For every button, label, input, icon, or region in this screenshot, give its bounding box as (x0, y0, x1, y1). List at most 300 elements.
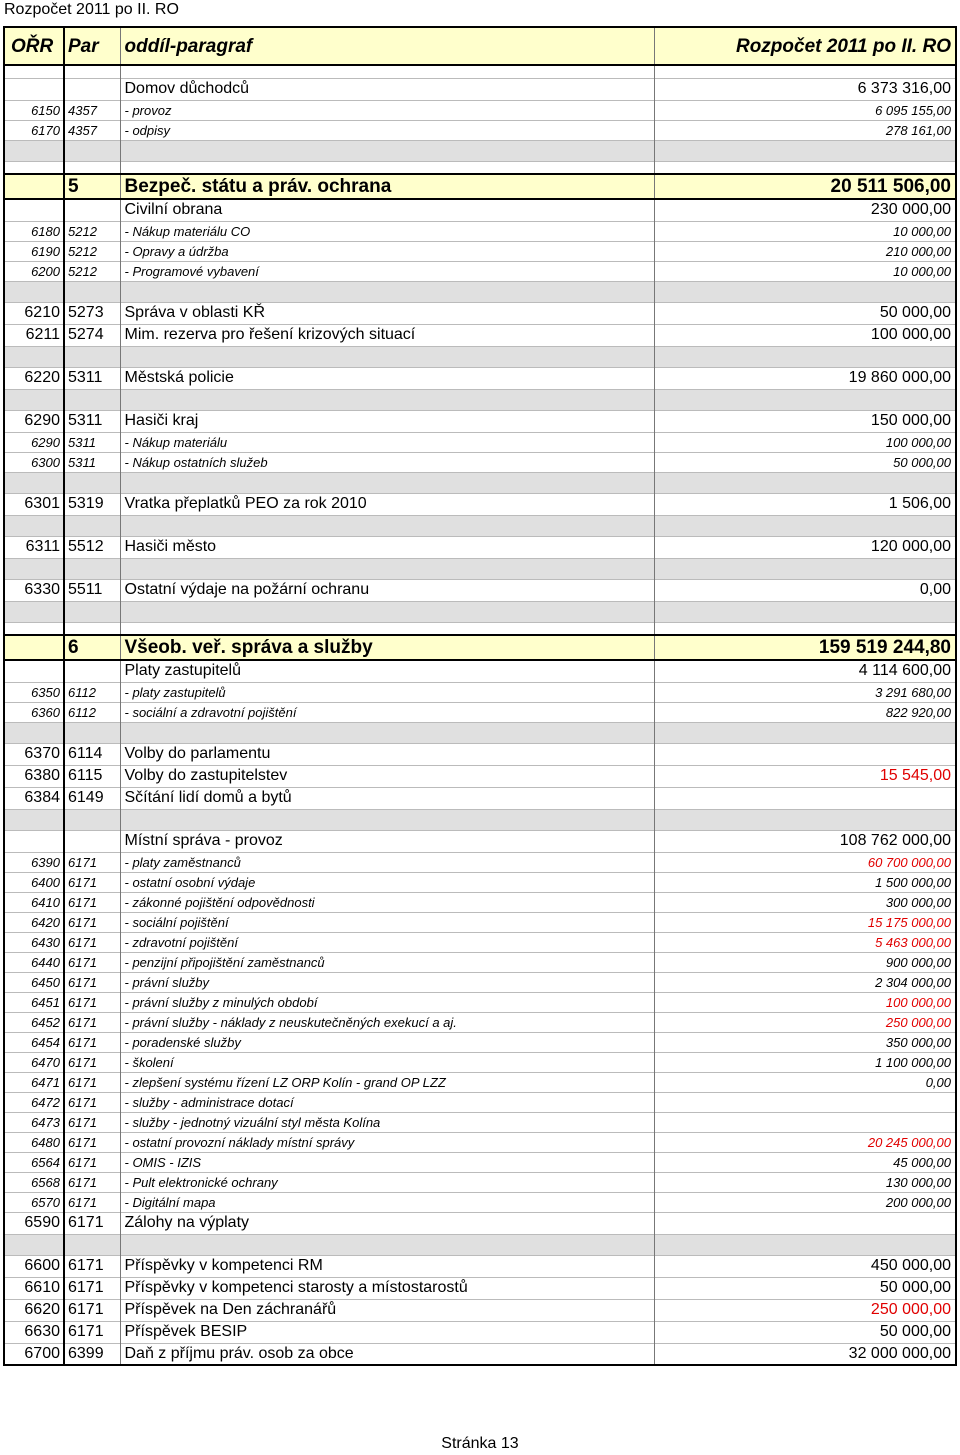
amount-cell: 278 161,00 (654, 120, 956, 140)
par-cell: 6115 (64, 765, 120, 787)
amount-cell: 108 762 000,00 (654, 830, 956, 852)
amount-cell: 10 000,00 (654, 221, 956, 241)
table-row (4, 1299, 956, 1321)
label-cell: - služby - administrace dotací (120, 1092, 654, 1112)
label-cell: - Nákup materiálu (120, 432, 654, 452)
document-title: Rozpočet 2011 po II. RO (4, 1, 179, 18)
par-cell: 5311 (64, 410, 120, 432)
spacer-row (4, 515, 956, 536)
amount-cell: 230 000,00 (654, 199, 956, 221)
par-cell: 6171 (64, 1112, 120, 1132)
orr-cell: 6220 (4, 367, 64, 389)
par-cell: 6171 (64, 1152, 120, 1172)
orr-cell (4, 174, 64, 199)
table-row (4, 261, 956, 281)
spacer-row (4, 622, 956, 635)
amount-cell: 1 100 000,00 (654, 1052, 956, 1072)
label-cell: - služby - jednotný vizuální styl města Kolína (120, 1112, 654, 1132)
label-cell (120, 809, 654, 830)
amount-cell (654, 161, 956, 174)
orr-cell: 6450 (4, 972, 64, 992)
spacer-row (4, 809, 956, 830)
table-row (4, 952, 956, 972)
orr-cell: 6170 (4, 120, 64, 140)
amount-cell: 20 511 506,00 (654, 174, 956, 199)
amount-cell: 32 000 000,00 (654, 1343, 956, 1365)
label-cell: - zdravotní pojištění (120, 932, 654, 952)
amount-cell (654, 1092, 956, 1112)
orr-cell (4, 601, 64, 622)
par-cell (64, 281, 120, 302)
orr-cell: 6210 (4, 302, 64, 324)
amount-cell (654, 515, 956, 536)
label-cell: Městská policie (120, 367, 654, 389)
amount-cell: 50 000,00 (654, 1321, 956, 1343)
header-orr: OŘR (4, 27, 64, 65)
amount-cell (654, 281, 956, 302)
table-row (4, 1152, 956, 1172)
table-row (4, 1321, 956, 1343)
par-cell: 6171 (64, 1192, 120, 1212)
amount-cell: 350 000,00 (654, 1032, 956, 1052)
table-row (4, 912, 956, 932)
label-cell: - zlepšení systému řízení LZ ORP Kolín - grand OP LZZ (120, 1072, 654, 1092)
par-cell: 6171 (64, 1299, 120, 1321)
table-row (4, 78, 956, 100)
amount-cell: 300 000,00 (654, 892, 956, 912)
label-cell: - OMIS - IZIS (120, 1152, 654, 1172)
orr-cell: 6471 (4, 1072, 64, 1092)
par-cell (64, 830, 120, 852)
amount-cell: 100 000,00 (654, 992, 956, 1012)
amount-cell: 6 373 316,00 (654, 78, 956, 100)
orr-cell (4, 830, 64, 852)
table-row (4, 765, 956, 787)
amount-cell (654, 1234, 956, 1255)
orr-cell (4, 1234, 64, 1255)
par-cell: 5311 (64, 367, 120, 389)
label-cell: - Pult elektronické ochrany (120, 1172, 654, 1192)
orr-cell: 6410 (4, 892, 64, 912)
label-cell: - ostatní osobní výdaje (120, 872, 654, 892)
label-cell (120, 472, 654, 493)
par-cell: 6112 (64, 682, 120, 702)
par-cell: 5212 (64, 241, 120, 261)
label-cell (120, 515, 654, 536)
par-cell: 6171 (64, 1321, 120, 1343)
amount-cell: 250 000,00 (654, 1299, 956, 1321)
label-cell: Daň z příjmu práv. osob za obce (120, 1343, 654, 1365)
orr-cell: 6700 (4, 1343, 64, 1365)
orr-cell: 6630 (4, 1321, 64, 1343)
amount-cell: 4 114 600,00 (654, 660, 956, 682)
table-row (4, 1343, 956, 1365)
label-cell: Sčítání lidí domů a bytů (120, 787, 654, 809)
par-cell: 5274 (64, 324, 120, 346)
orr-cell: 6290 (4, 432, 64, 452)
label-cell: Hasiči kraj (120, 410, 654, 432)
amount-cell: 60 700 000,00 (654, 852, 956, 872)
label-cell: Domov důchodců (120, 78, 654, 100)
label-cell: - Programové vybavení (120, 261, 654, 281)
par-cell (64, 346, 120, 367)
orr-cell: 6211 (4, 324, 64, 346)
orr-cell (4, 515, 64, 536)
amount-cell: 6 095 155,00 (654, 100, 956, 120)
orr-cell: 6600 (4, 1255, 64, 1277)
spacer-row (4, 140, 956, 161)
amount-cell: 10 000,00 (654, 261, 956, 281)
table-row (4, 493, 956, 515)
label-cell: Ostatní výdaje na požární ochranu (120, 579, 654, 601)
label-cell (120, 161, 654, 174)
table-row (4, 1012, 956, 1032)
par-cell: 6171 (64, 1212, 120, 1234)
table-row (4, 536, 956, 558)
label-cell (120, 140, 654, 161)
label-cell: Platy zastupitelů (120, 660, 654, 682)
label-cell: - Digitální mapa (120, 1192, 654, 1212)
table-row (4, 221, 956, 241)
par-cell: 6171 (64, 1255, 120, 1277)
table-row (4, 100, 956, 120)
spacer-row (4, 472, 956, 493)
amount-cell: 900 000,00 (654, 952, 956, 972)
orr-cell: 6370 (4, 743, 64, 765)
orr-cell (4, 558, 64, 579)
orr-cell: 6430 (4, 932, 64, 952)
header-section: oddíl-paragraf (120, 27, 654, 65)
orr-cell (4, 809, 64, 830)
amount-cell: 1 500 000,00 (654, 872, 956, 892)
par-cell: 6171 (64, 1052, 120, 1072)
table-row (4, 199, 956, 221)
table-row (4, 1277, 956, 1299)
orr-cell: 6380 (4, 765, 64, 787)
orr-cell: 6420 (4, 912, 64, 932)
par-cell: 6171 (64, 1072, 120, 1092)
amount-cell (654, 140, 956, 161)
label-cell: - školení (120, 1052, 654, 1072)
orr-cell: 6330 (4, 579, 64, 601)
label-cell (120, 601, 654, 622)
par-cell: 5311 (64, 452, 120, 472)
orr-cell: 6472 (4, 1092, 64, 1112)
label-cell: - sociální a zdravotní pojištění (120, 702, 654, 722)
label-cell: - platy zastupitelů (120, 682, 654, 702)
label-cell: - právní služby z minulých období (120, 992, 654, 1012)
table-row (4, 932, 956, 952)
spacer-row (4, 1234, 956, 1255)
amount-cell (654, 346, 956, 367)
amount-cell: 50 000,00 (654, 452, 956, 472)
label-cell: - provoz (120, 100, 654, 120)
amount-cell: 100 000,00 (654, 432, 956, 452)
orr-cell (4, 140, 64, 161)
label-cell (120, 622, 654, 635)
label-cell: - zákonné pojištění odpovědnosti (120, 892, 654, 912)
orr-cell: 6451 (4, 992, 64, 1012)
par-cell (64, 65, 120, 78)
table-row (4, 892, 956, 912)
table-row (4, 872, 956, 892)
table-row (4, 1052, 956, 1072)
par-cell: 5511 (64, 579, 120, 601)
label-cell: - Nákup ostatních služeb (120, 452, 654, 472)
section-row (4, 174, 956, 199)
orr-cell: 6568 (4, 1172, 64, 1192)
table-row (4, 660, 956, 682)
par-cell (64, 472, 120, 493)
orr-cell: 6360 (4, 702, 64, 722)
budget-table (3, 26, 957, 1366)
header-par: Par (64, 27, 120, 65)
label-cell (120, 281, 654, 302)
par-cell (64, 722, 120, 743)
orr-cell: 6610 (4, 1277, 64, 1299)
orr-cell: 6350 (4, 682, 64, 702)
par-cell: 5311 (64, 432, 120, 452)
par-cell (64, 601, 120, 622)
label-cell: - Nákup materiálu CO (120, 221, 654, 241)
label-cell (120, 389, 654, 410)
par-cell: 5273 (64, 302, 120, 324)
table-row (4, 1132, 956, 1152)
spacer-row (4, 161, 956, 174)
amount-cell: 50 000,00 (654, 302, 956, 324)
orr-cell: 6590 (4, 1212, 64, 1234)
orr-cell: 6311 (4, 536, 64, 558)
par-cell (64, 199, 120, 221)
amount-cell: 1 506,00 (654, 493, 956, 515)
par-cell (64, 389, 120, 410)
par-cell: 6171 (64, 892, 120, 912)
table-row (4, 830, 956, 852)
par-cell: 6171 (64, 952, 120, 972)
table-row (4, 852, 956, 872)
amount-cell (654, 558, 956, 579)
orr-cell (4, 635, 64, 660)
amount-cell: 150 000,00 (654, 410, 956, 432)
table-row (4, 367, 956, 389)
amount-cell: 200 000,00 (654, 1192, 956, 1212)
amount-cell: 2 304 000,00 (654, 972, 956, 992)
amount-cell (654, 1212, 956, 1234)
par-cell: 6114 (64, 743, 120, 765)
table-row (4, 1072, 956, 1092)
table-row (4, 410, 956, 432)
label-cell (120, 346, 654, 367)
par-cell (64, 1234, 120, 1255)
label-cell: Příspěvek na Den záchranářů (120, 1299, 654, 1321)
par-cell: 6112 (64, 702, 120, 722)
table-row (4, 992, 956, 1012)
amount-cell (654, 389, 956, 410)
amount-cell (654, 472, 956, 493)
orr-cell (4, 389, 64, 410)
orr-cell: 6480 (4, 1132, 64, 1152)
table-row (4, 787, 956, 809)
par-cell: 6171 (64, 1277, 120, 1299)
table-row (4, 972, 956, 992)
table-row (4, 1092, 956, 1112)
orr-cell: 6190 (4, 241, 64, 261)
orr-cell: 6564 (4, 1152, 64, 1172)
orr-cell (4, 622, 64, 635)
spacer-row (4, 65, 956, 78)
label-cell (120, 1234, 654, 1255)
table-row (4, 702, 956, 722)
amount-cell: 5 463 000,00 (654, 932, 956, 952)
orr-cell: 6180 (4, 221, 64, 241)
table-row (4, 432, 956, 452)
par-cell: 6171 (64, 872, 120, 892)
spacer-row (4, 722, 956, 743)
orr-cell: 6452 (4, 1012, 64, 1032)
label-cell: Místní správa - provoz (120, 830, 654, 852)
table-row (4, 682, 956, 702)
table-row (4, 1192, 956, 1212)
table-row (4, 1112, 956, 1132)
orr-cell: 6470 (4, 1052, 64, 1072)
page-number: Stránka 13 (441, 1435, 519, 1452)
table-row (4, 579, 956, 601)
orr-cell (4, 722, 64, 743)
orr-cell (4, 346, 64, 367)
spacer-row (4, 281, 956, 302)
orr-cell (4, 199, 64, 221)
label-cell: - právní služby (120, 972, 654, 992)
amount-cell (654, 65, 956, 78)
par-cell: 6171 (64, 912, 120, 932)
label-cell (120, 558, 654, 579)
label-cell: - odpisy (120, 120, 654, 140)
par-cell (64, 515, 120, 536)
amount-cell: 100 000,00 (654, 324, 956, 346)
amount-cell: 120 000,00 (654, 536, 956, 558)
amount-cell: 19 860 000,00 (654, 367, 956, 389)
table-row (4, 1212, 956, 1234)
orr-cell: 6454 (4, 1032, 64, 1052)
table-row (4, 743, 956, 765)
table-row (4, 324, 956, 346)
par-cell (64, 78, 120, 100)
par-cell (64, 161, 120, 174)
label-cell: Vratka přeplatků PEO za rok 2010 (120, 493, 654, 515)
orr-cell: 6473 (4, 1112, 64, 1132)
orr-cell: 6620 (4, 1299, 64, 1321)
par-cell: 6171 (64, 1172, 120, 1192)
spacer-row (4, 558, 956, 579)
par-cell: 5212 (64, 221, 120, 241)
par-cell: 6171 (64, 852, 120, 872)
orr-cell: 6301 (4, 493, 64, 515)
orr-cell (4, 281, 64, 302)
amount-cell: 130 000,00 (654, 1172, 956, 1192)
amount-cell (654, 743, 956, 765)
label-cell: - sociální pojištění (120, 912, 654, 932)
table-row (4, 1255, 956, 1277)
label-cell: Všeob. veř. správa a služby (120, 635, 654, 660)
table-row (4, 452, 956, 472)
amount-cell: 45 000,00 (654, 1152, 956, 1172)
orr-cell: 6150 (4, 100, 64, 120)
label-cell: Hasiči město (120, 536, 654, 558)
orr-cell: 6200 (4, 261, 64, 281)
label-cell: - právní služby - náklady z neuskutečněných exekucí a aj. (120, 1012, 654, 1032)
par-cell: 5512 (64, 536, 120, 558)
label-cell: - Opravy a údržba (120, 241, 654, 261)
amount-cell: 159 519 244,80 (654, 635, 956, 660)
table-row (4, 1032, 956, 1052)
par-cell (64, 809, 120, 830)
spacer-row (4, 389, 956, 410)
table-header-row (4, 27, 956, 65)
label-cell: Příspěvky v kompetenci starosty a místostarostů (120, 1277, 654, 1299)
amount-cell (654, 787, 956, 809)
table-row (4, 120, 956, 140)
label-cell: Zálohy na výplaty (120, 1212, 654, 1234)
par-cell: 6171 (64, 972, 120, 992)
par-cell: 5212 (64, 261, 120, 281)
orr-cell (4, 660, 64, 682)
label-cell: - ostatní provozní náklady místní správy (120, 1132, 654, 1152)
amount-cell: 0,00 (654, 579, 956, 601)
amount-cell: 15 545,00 (654, 765, 956, 787)
orr-cell: 6570 (4, 1192, 64, 1212)
amount-cell (654, 601, 956, 622)
header-budget: Rozpočet 2011 po II. RO (654, 27, 956, 65)
par-cell: 6171 (64, 932, 120, 952)
label-cell (120, 722, 654, 743)
par-cell: 4357 (64, 120, 120, 140)
amount-cell: 250 000,00 (654, 1012, 956, 1032)
amount-cell: 20 245 000,00 (654, 1132, 956, 1152)
par-cell: 6171 (64, 1132, 120, 1152)
par-cell: 6171 (64, 1092, 120, 1112)
amount-cell (654, 722, 956, 743)
par-cell: 6171 (64, 992, 120, 1012)
amount-cell (654, 1112, 956, 1132)
amount-cell: 15 175 000,00 (654, 912, 956, 932)
orr-cell: 6390 (4, 852, 64, 872)
table-row (4, 302, 956, 324)
label-cell: Správa v oblasti KŘ (120, 302, 654, 324)
table-row (4, 241, 956, 261)
amount-cell (654, 809, 956, 830)
spacer-row (4, 601, 956, 622)
amount-cell: 450 000,00 (654, 1255, 956, 1277)
par-cell: 6399 (64, 1343, 120, 1365)
label-cell: - penzijní připojištění zaměstnanců (120, 952, 654, 972)
par-cell: 4357 (64, 100, 120, 120)
table-row (4, 1172, 956, 1192)
label-cell (120, 65, 654, 78)
label-cell: Civilní obrana (120, 199, 654, 221)
section-row (4, 635, 956, 660)
amount-cell (654, 622, 956, 635)
orr-cell: 6400 (4, 872, 64, 892)
par-cell (64, 558, 120, 579)
amount-cell: 210 000,00 (654, 241, 956, 261)
par-cell: 5 (64, 174, 120, 199)
par-cell: 6149 (64, 787, 120, 809)
orr-cell: 6440 (4, 952, 64, 972)
amount-cell: 50 000,00 (654, 1277, 956, 1299)
orr-cell (4, 472, 64, 493)
orr-cell (4, 78, 64, 100)
label-cell: Příspěvky v kompetenci RM (120, 1255, 654, 1277)
